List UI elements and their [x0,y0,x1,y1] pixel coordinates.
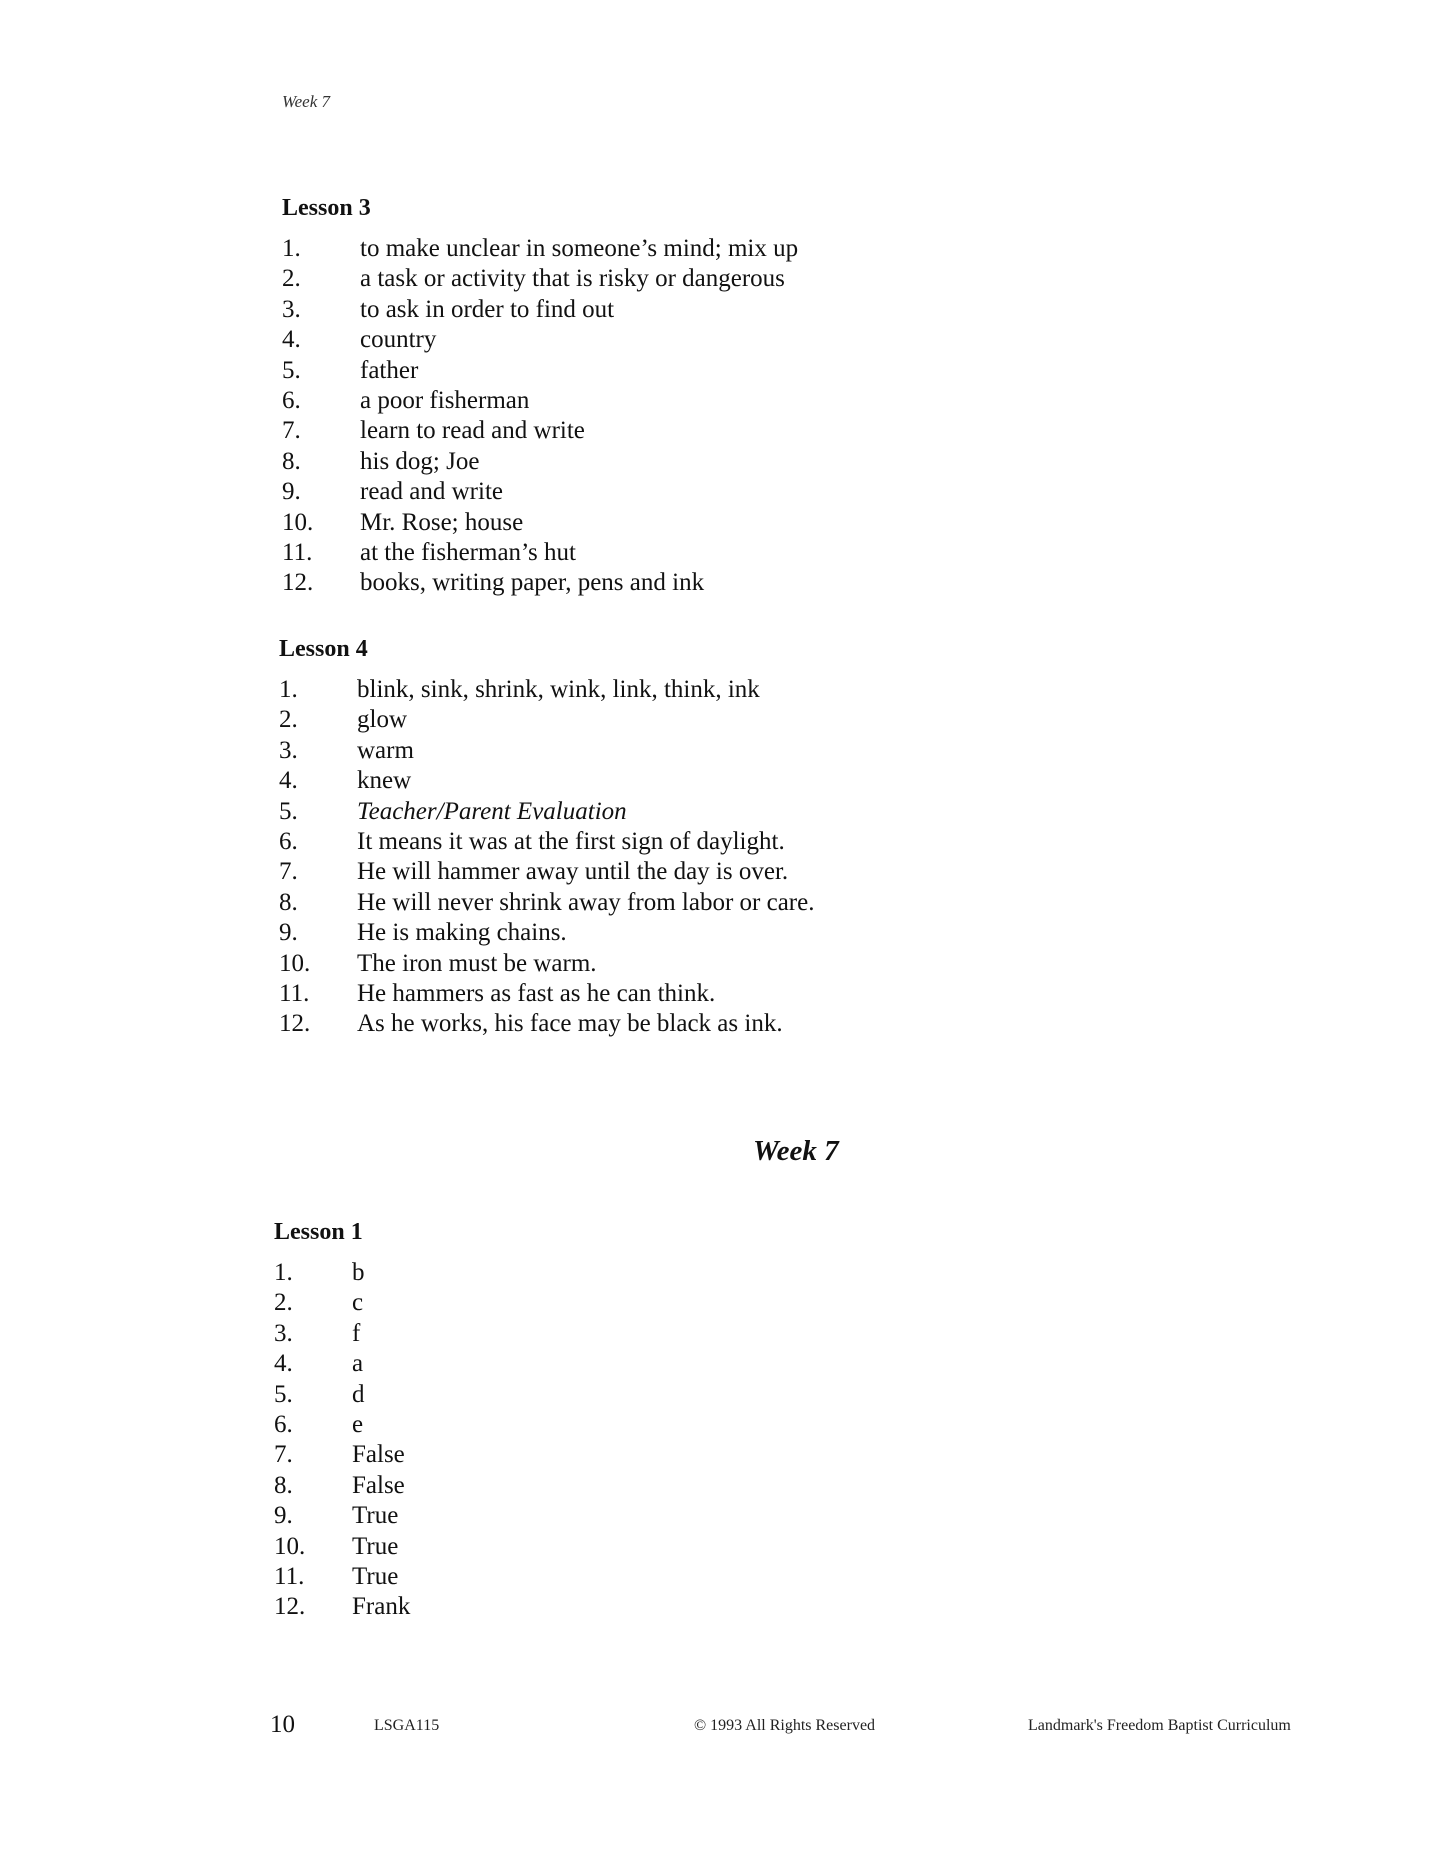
list-item [282,325,798,355]
list-item [279,1009,814,1039]
list-item [274,1349,410,1379]
list-item [279,705,814,735]
item-number: 11. [279,979,310,1007]
item-answer: to make unclear in someone’s mind; mix up [360,235,799,262]
item-answer: He will hammer away until the day is over. [357,858,789,886]
item-number: 8. [279,888,298,916]
item-answer: d [352,1380,365,1408]
item-number: 12. [274,1593,306,1621]
list-item [274,1288,410,1318]
item-answer: He is making chains. [357,919,567,947]
item-number: 2. [274,1289,293,1317]
list-item [279,979,814,1009]
item-number: 7. [279,858,298,886]
list-item [279,918,814,948]
footer-publisher: Landmark's Freedom Baptist Curriculum [1028,1717,1291,1734]
list-item [274,1380,410,1410]
list-item [279,949,814,979]
item-answer: False [352,1441,405,1469]
list-item [282,234,798,264]
item-number: 9. [279,919,298,947]
list-item [279,827,814,857]
item-number: 3. [282,295,301,323]
lesson-3-heading: Lesson 3 [282,195,371,221]
item-answer: glow [357,706,407,734]
footer-code: LSGA115 [374,1717,440,1734]
item-answer: knew [357,767,412,795]
item-answer: warm [357,736,414,764]
item-answer: books, writing paper, pens and ink [360,569,705,597]
list-item [279,857,814,887]
list-item [279,675,814,705]
item-number: 3. [279,736,298,764]
item-answer: at the fisherman’s hut [360,538,576,566]
lesson-1-heading: Lesson 1 [274,1219,363,1245]
list-item [282,356,798,386]
list-item [282,568,798,598]
item-answer: a poor fisherman [360,386,530,414]
item-number: 5. [274,1380,293,1408]
list-item [274,1471,410,1501]
item-number: 4. [282,326,301,354]
item-answer: to ask in order to find out [360,295,615,323]
item-number: 5. [279,797,298,825]
item-number: 3. [274,1319,293,1347]
lesson-1-section [274,1219,410,1623]
item-answer: The iron must be warm. [357,949,597,977]
list-item [282,386,798,416]
item-answer: Teacher/Parent Evaluation [357,797,627,825]
item-answer: e [352,1410,364,1438]
item-number: 12. [282,569,314,597]
item-number: 1. [274,1259,293,1286]
item-answer: It means it was at the first sign of daylight. [357,827,785,855]
item-answer: True [352,1562,399,1590]
list-item [279,888,814,918]
item-answer: Mr. Rose; house [360,508,524,536]
item-number: 2. [279,706,298,734]
item-number: 8. [274,1471,293,1499]
item-number: 11. [274,1562,305,1590]
list-item [274,1501,410,1531]
item-number: 10. [282,508,314,536]
lesson-4-heading: Lesson 4 [279,636,368,662]
list-item [279,797,814,827]
item-answer: b [352,1259,365,1286]
item-answer: blink, sink, shrink, wink, link, think, ink [357,676,760,703]
item-number: 2. [282,265,301,293]
list-item [274,1410,410,1440]
item-answer: He will never shrink away from labor or care. [357,888,815,916]
item-answer: country [360,326,437,354]
week-heading: Week 7 [753,1135,839,1167]
lesson-4-section [279,636,814,1040]
item-answer: his dog; Joe [360,447,480,475]
lesson-3-answer-list [282,234,798,599]
page-number: 10 [270,1711,295,1738]
item-number: 8. [282,447,301,475]
item-answer: a [352,1350,364,1378]
list-item [279,766,814,796]
item-answer: Frank [352,1593,411,1621]
item-number: 12. [279,1010,311,1038]
item-number: 5. [282,356,301,384]
item-answer: c [352,1289,364,1317]
item-number: 11. [282,538,313,566]
item-number: 1. [282,235,301,262]
list-item [282,538,798,568]
list-item [274,1319,410,1349]
list-item [282,416,798,446]
list-item [274,1592,410,1622]
item-answer: True [352,1502,399,1530]
item-number: 4. [274,1350,293,1378]
item-answer: father [360,356,419,384]
lesson-3-section [282,195,798,599]
item-number: 10. [279,949,311,977]
item-answer: True [352,1532,399,1560]
item-number: 9. [282,478,301,506]
list-item [274,1562,410,1592]
list-item [282,477,798,507]
item-answer: learn to read and write [360,417,585,445]
list-item [282,447,798,477]
list-item [274,1532,410,1562]
lesson-4-answer-list [279,675,814,1040]
item-number: 10. [274,1532,306,1560]
item-number: 7. [282,417,301,445]
item-answer: He hammers as fast as he can think. [357,979,716,1007]
list-item [274,1258,410,1288]
item-answer: f [352,1319,361,1347]
item-number: 6. [279,827,298,855]
lesson-1-answer-list [274,1258,410,1623]
item-answer: False [352,1471,405,1499]
list-item [282,295,798,325]
item-answer: a task or activity that is risky or dangerous [360,265,785,293]
item-number: 6. [282,386,301,414]
item-number: 9. [274,1502,293,1530]
list-item [282,508,798,538]
item-answer: As he works, his face may be black as ink. [357,1010,783,1038]
footer-copyright: © 1993 All Rights Reserved [694,1717,876,1734]
item-number: 4. [279,767,298,795]
item-number: 6. [274,1410,293,1438]
list-item [274,1440,410,1470]
item-number: 7. [274,1441,293,1469]
running-header: Week 7 [282,92,330,111]
item-answer: read and write [360,478,503,506]
list-item [282,264,798,294]
item-number: 1. [279,676,298,703]
list-item [279,736,814,766]
